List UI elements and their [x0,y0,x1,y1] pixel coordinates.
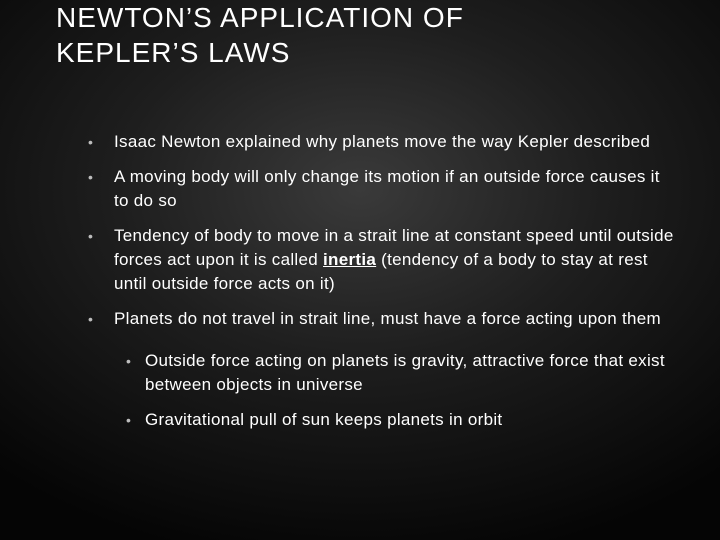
bullet-text: Isaac Newton explained why planets move the way Kepler described [114,132,651,151]
bullet-item [88,165,678,213]
sub-bullet-text: Outside force acting on planets is gravity, attractive force that exist between objects in universe [145,351,665,394]
sub-bullet-item [88,408,678,432]
bullet-item [88,224,678,296]
bullet-dot-icon: • [126,412,132,428]
bullet-dot-icon: • [88,169,94,185]
bullet-dot-icon: • [88,228,94,244]
inertia-term: inertia [323,250,377,269]
bullet-item [88,307,678,331]
slide-title-line-1: NEWTON’S APPLICATION OF [56,2,464,33]
sub-bullet-item [88,349,678,397]
bullet-dot-icon: • [126,353,132,369]
slide-title-line-2: KEPLER’S LAWS [56,37,291,68]
sub-bullet-text: Gravitational pull of sun keeps planets in orbit [145,410,503,429]
bullet-text: A moving body will only change its motion if an outside force causes it to do so [114,167,660,210]
bullet-dot-icon: • [88,134,94,150]
bullet-dot-icon: • [88,311,94,327]
bullet-text-after: (tendency of a body to stay at rest until outside force acts on it) [114,250,648,293]
bullet-item [88,130,678,154]
slide-title [56,0,676,70]
bullet-list [88,130,678,443]
bullet-text-before: Tendency of body to move in a strait line at constant speed until outside forces act upon it is called [114,226,674,269]
bullet-text: Planets do not travel in strait line, must have a force acting upon them [114,309,661,328]
